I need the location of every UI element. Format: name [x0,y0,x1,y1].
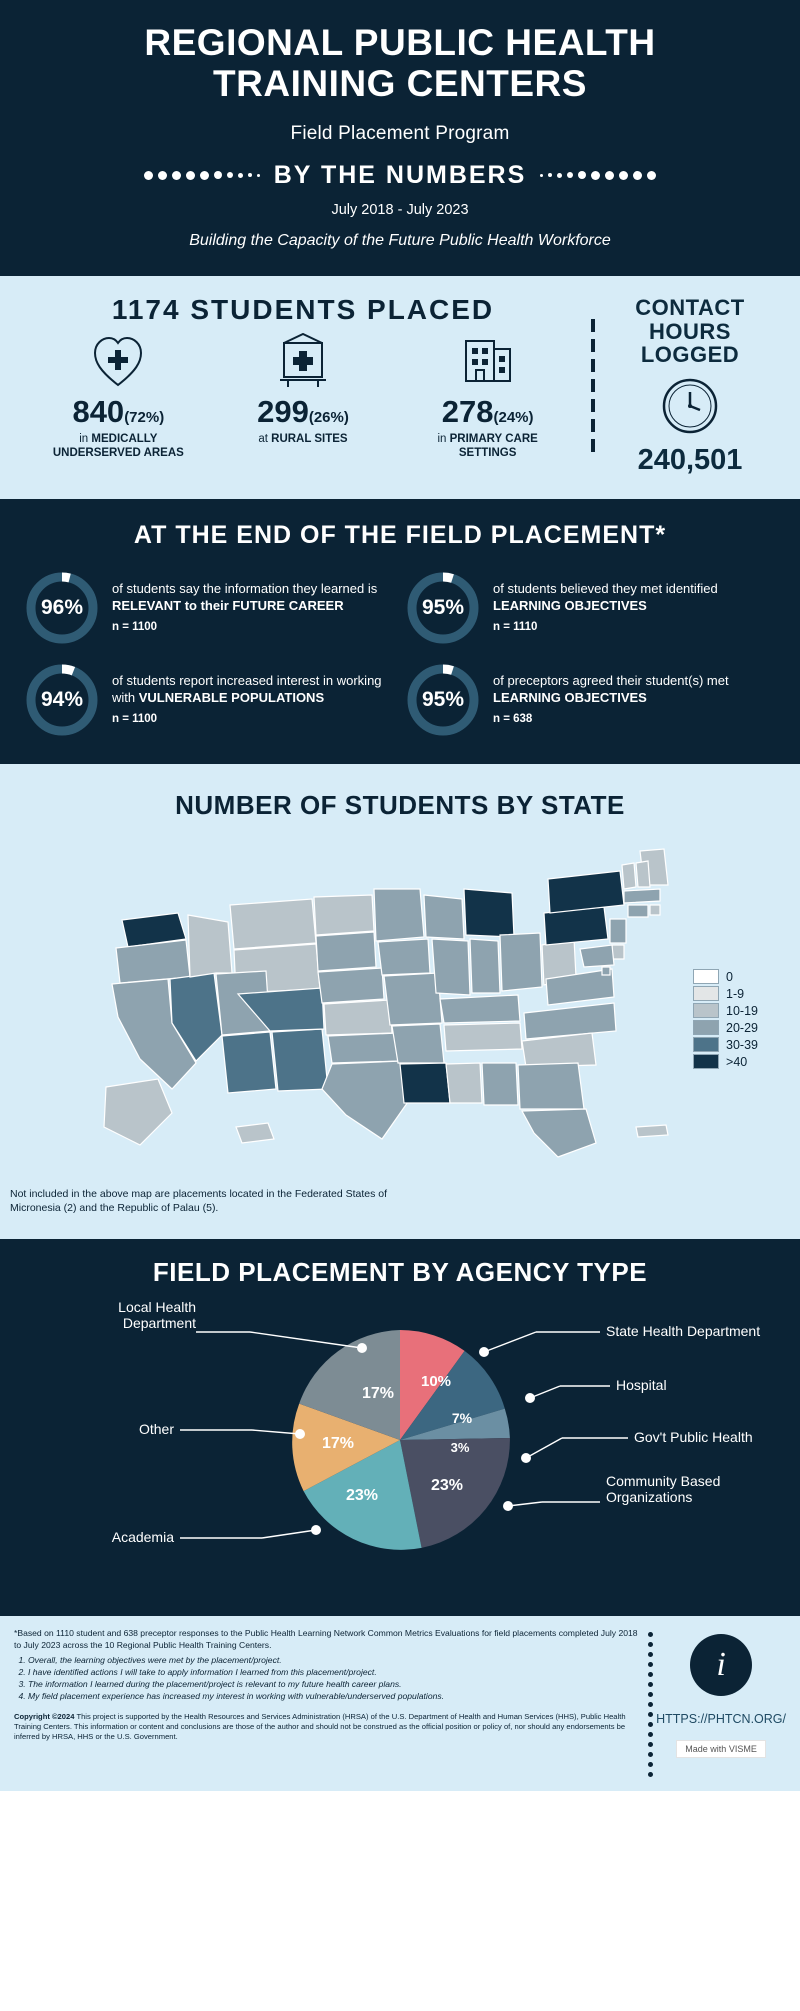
pie-callout-dot-govt-public-health [521,1453,531,1463]
state-AL [482,1063,518,1105]
legend-swatch [693,969,719,984]
donut-description: of students report increased interest in working with VULNERABLE POPULATIONS n = 1100 [112,673,395,727]
stat-label: at RURAL SITES [258,432,348,445]
legend-row [693,1020,758,1035]
state-OH [500,933,542,991]
contact-hours-label: CONTACT HOURS LOGGED [635,294,745,368]
students-placed-section [0,276,800,499]
agency-type-section [0,1239,800,1616]
state-ND [314,895,374,935]
pie-callout-dot-other [295,1429,305,1439]
state-MI [464,889,514,937]
date-range: July 2018 - July 2023 [331,201,469,218]
legend-label: 0 [726,969,733,984]
hero-subtitle: Field Placement Program [290,122,510,144]
donut-chart [24,662,100,738]
pie-chart [0,1290,800,1590]
pie-value-local-health-department: 17% [361,1385,395,1403]
stat-label: in MEDICALLY UNDERSERVED AREAS [52,432,184,460]
pie-callout-dot-state-health-department [479,1347,489,1357]
donut-item-preceptors-learning-objectives [405,662,776,738]
state-VT [622,863,636,889]
state-OR [116,940,190,983]
pie-callout-dot-hospital [525,1393,535,1403]
donut-description: of students believed they met identified LEARNING OBJECTIVES n = 1110 [493,581,776,635]
donut-chart [405,570,481,646]
stat-percent: (26%) [308,408,349,426]
rural-clinic-icon [228,330,378,392]
state-AZ [222,1032,276,1093]
copyright-year: Copyright ©2024 [14,1711,75,1721]
donut-chart [24,570,100,646]
pie-value-state-health-department: 10% [420,1373,452,1391]
footer-section [0,1616,800,1791]
state-NM [272,1029,328,1091]
state-FL [522,1109,596,1157]
us-choropleth-map [0,827,800,1187]
pie-label-hospital: Hospital [616,1377,667,1394]
pie-label-other: Other [138,1421,174,1438]
legend-row [693,1003,758,1018]
state-GA [518,1063,584,1109]
clock-icon [606,377,774,440]
donut-description: of students say the information they learned is RELEVANT to their FUTURE CAREER n = 1100 [112,581,395,635]
stat-row [26,330,580,461]
legend-swatch [693,1037,719,1052]
footnote [14,1628,644,1701]
contact-hours-value: 240,501 [637,444,743,477]
pie-label-local-health-department: Local Health [118,1299,196,1316]
by-the-numbers-label: BY THE NUMBERS [273,160,527,189]
stat-medically-underserved [43,330,193,461]
legend-label: 10-19 [726,1003,758,1018]
dot-decoration-left [144,171,260,180]
pie-label-academia: Academia [111,1529,174,1546]
state-ID [188,915,232,977]
donut-item-students-learning-objectives [405,570,776,646]
donut-item-relevant-career [24,570,395,646]
state-OK [328,1033,400,1063]
state-DC [602,967,610,975]
sample-size: n = 1100 [112,621,158,634]
legend-row [693,969,758,984]
footnote-item: 1. Overall, the learning objectives were met by the placement/project. [28,1654,644,1666]
stat-number: 278(24%) [441,393,534,429]
donut-value: 94% [40,688,84,712]
pie-value-other: 17% [321,1435,355,1453]
copyright-text: This project is supported by the Health Resources and Services Administration (HRSA) of the U.S. Department of Health and Human Services (HHS), Public Health Training Centers. This information or content and conclusions are those of the author and should not be construed as the official position or policy of, nor should any endorsements be inferred by HRSA, HHS or the U.S. Government. [14,1711,626,1742]
footnote-text: *Based on 1110 student and 638 preceptor responses to the Public Health Learning Network Common Metrics Evaluations for field placements completed July 2018 to July 2023 across the 10 Regional Public Health Training Centers. [14,1628,638,1651]
legend-row [693,1054,758,1069]
legend-label: >40 [726,1054,748,1069]
footnote-item: 4. My field placement experience has increased my interest in working with vulnerable/underserved populations. [28,1690,644,1702]
made-with-badge[interactable]: Made with VISME [676,1740,766,1758]
donut-item-vulnerable-populations [24,662,395,738]
end-of-placement-title: AT THE END OF THE FIELD PLACEMENT* [133,521,667,550]
state-IA [378,939,430,975]
state-RI [650,905,660,915]
students-placed-title: 1174 STUDENTS PLACED [111,293,495,325]
state-CT [628,905,648,917]
title-line-2: TRAINING CENTERS [213,63,587,105]
legend-row [693,1037,758,1052]
state-AK [104,1079,172,1145]
page-title [40,22,760,105]
stat-number: 299(26%) [257,393,349,429]
hero-section [0,0,800,276]
stat-label: in PRIMARY CARE SETTINGS [437,432,538,460]
state-IN [470,939,500,993]
map-svg [0,827,800,1187]
legend-label: 20-29 [726,1020,758,1035]
legend-row [693,986,758,1001]
state-NE [318,968,384,1003]
primary-care-building-icon [413,330,563,392]
state-MT [230,899,316,949]
state-WI [424,895,464,939]
footnote-list [28,1654,644,1702]
donut-value: 95% [421,688,465,712]
state-TX [322,1061,410,1139]
pie-value-academia: 23% [345,1487,379,1505]
legend-swatch [693,1003,719,1018]
state-TN [444,1023,522,1051]
website-link[interactable]: HTTPS://PHTCN.ORG/ [656,1712,786,1727]
state-NY [548,871,624,913]
state-NC [524,1003,616,1039]
state-MO [384,973,442,1025]
legend-label: 1-9 [726,986,745,1001]
end-of-placement-section [0,499,800,764]
by-the-numbers-row [40,161,760,190]
state-NJ [610,919,626,943]
legend-swatch [693,1054,719,1069]
pie-callout-dot-local-health-department [357,1343,367,1353]
copyright [14,1712,644,1743]
stat-percent: (72%) [124,408,165,426]
svg-text:Organizations: Organizations [606,1489,693,1506]
state-AR [392,1024,444,1063]
sample-size: n = 638 [493,713,533,726]
state-MS [446,1063,482,1103]
footer-text-block [14,1628,644,1781]
info-icon: i [690,1634,752,1696]
pie-callout-dot-academia [311,1525,321,1535]
vertical-divider [580,294,606,477]
pie-label-community-based-organizations: Community Based [606,1473,721,1490]
stat-number: 840(72%) [72,393,165,429]
students-placed-left [26,294,580,477]
donut-value: 96% [40,596,84,620]
state-DE [612,945,624,959]
state-PR [636,1125,668,1137]
state-NH [636,861,650,887]
legend-label: 30-39 [726,1037,758,1052]
pie-label-govt-public-health: Gov't Public Health [634,1429,753,1446]
pie-value-govt-public-health: 3% [450,1440,470,1456]
donut-description: of preceptors agreed their student(s) met LEARNING OBJECTIVES n = 638 [493,673,776,727]
heart-plus-icon [43,330,193,392]
pie-value-community-based-organizations: 23% [430,1477,464,1495]
donut-chart [405,662,481,738]
footer-dot-divider [644,1628,656,1781]
footnote-item: 3. The information I learned during the placement/project is relevant to my future health career plans. [28,1678,644,1690]
stat-primary-care [413,330,563,461]
contact-hours-block [606,294,774,477]
state-IL [432,939,470,995]
legend-swatch [693,1020,719,1035]
map-section [0,764,800,1239]
state-KY [440,995,520,1023]
state-MD [580,945,614,967]
donut-grid [24,570,776,738]
state-MN [374,889,424,941]
sample-size: n = 1100 [112,713,158,726]
state-KS [324,1000,392,1035]
stat-rural-sites [228,330,378,446]
state-HI [236,1123,274,1143]
map-title: NUMBER OF STUDENTS BY STATE [175,790,625,821]
hero-tagline: Building the Capacity of the Future Public Health Workforce [189,231,611,249]
state-SD [316,932,376,971]
donut-value: 95% [421,596,465,620]
title-line-1: REGIONAL PUBLIC HEALTH [144,22,656,63]
map-legend [693,969,758,1071]
svg-text:Department: Department [122,1315,196,1332]
sample-size: n = 1110 [493,621,538,634]
pie-svg [0,1290,800,1590]
state-MA [624,889,660,903]
pie-label-state-health-department: State Health Department [606,1323,761,1340]
footnote-item: 2. I have identified actions I will take to apply information I learned from this placement/project. [28,1666,644,1678]
state-LA [400,1063,450,1103]
pie-callout-dot-community-based-organizations [503,1501,513,1511]
map-note: Not included in the above map are placements located in the Federated States of Micronesia (2) and the Republic of Palau (5). [10,1188,388,1215]
legend-swatch [693,986,719,1001]
pie-title: FIELD PLACEMENT BY AGENCY TYPE [152,1257,648,1288]
stat-percent: (24%) [493,408,534,426]
pie-value-hospital: 7% [451,1410,473,1427]
dot-decoration-right [540,171,656,180]
footer-brand-block [656,1628,786,1781]
